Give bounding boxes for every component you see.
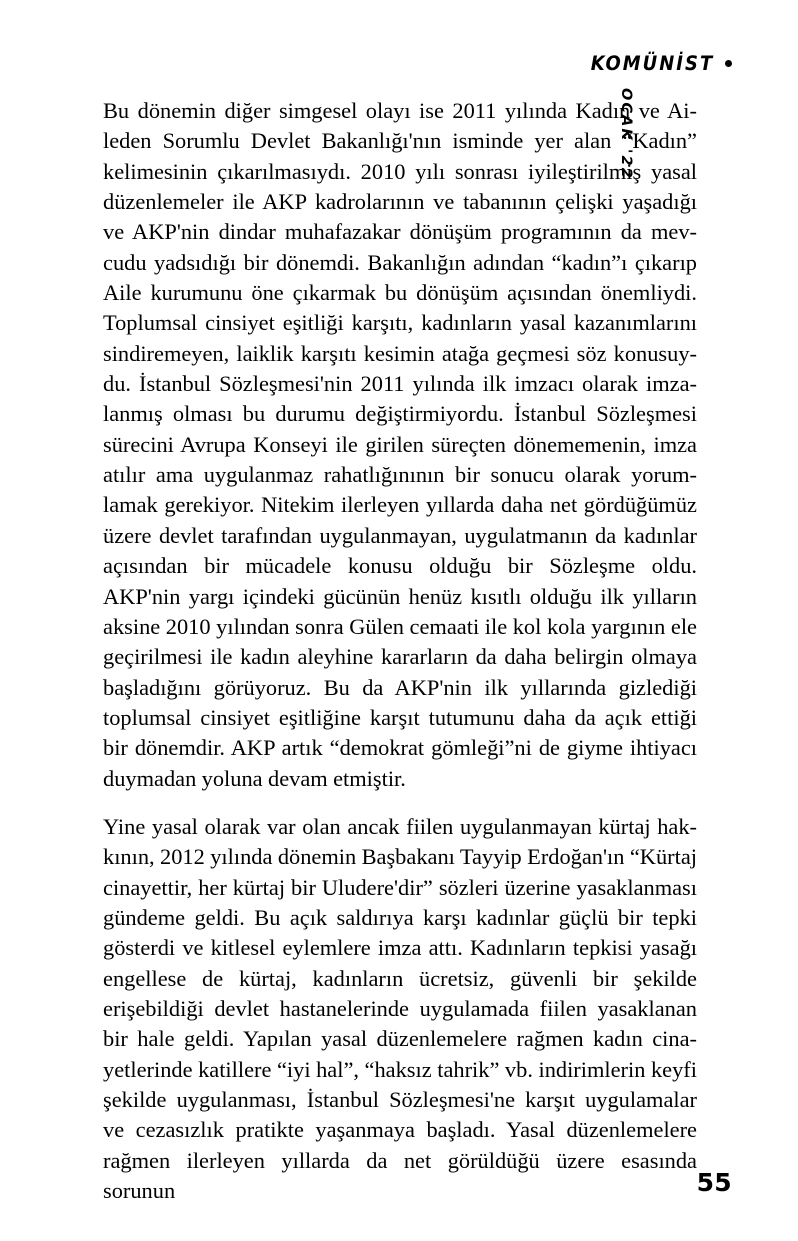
paragraph: Bu dönemin diğer simgesel olayı ise 2011 yılında Kadın ve Aileden Sorumlu Devlet Bakanlığı'nın isminde yer alan “Kadın” kelimesinin çıkarılmasıydı. 2010 yılı sonrası iyileştirilmiş yasal düzenlemeler ile AKP kadrolarının ve tabanının çelişki yaşadığı ve AKP'nin dindar muhafazakar dönüşüm programının da mevcudu yadsıdığı bir dönemdi. Bakanlığın adından “kadın”ı çıkarıp Aile kurumunu öne çıkarmak bu dönüşüm açısından önemliydi. Toplumsal cinsiyet eşitliği karşıtı, kadınların yasal kazanımlarını sindiremeyen, laiklik karşıtı kesimin atağa geçmesi söz konusuydu. İstanbul Sözleşmesi'nin 2011 yılında ilk imzacı olarak imzalanmış olması bu durumu değiştirmiyordu. İstanbul Sözleşmesi sürecini Avrupa Konseyi ile girilen süreçten dönememenin, imza atılır ama uygulanmaz rahatlığınının bir sonucu olarak yorumlamak gerekiyor. Nitekim ilerleyen yıllarda daha net gördüğümüz üzere devlet tarafından uygulanmayan, uygulatmanın da kadınlar açısından bir mücadele konusu olduğu bir Sözleşme oldu. AKP'nin yargı içindeki gücünün henüz kısıtlı olduğu ilk yılların aksine 2010 yılından sonra Gülen cemaati ile kol kola yargının ele geçirilmesi ile kadın aleyhine kararların da daha belirgin olmaya başladığını görüyoruz. Bu da AKP'nin ilk yıllarında gizlediği toplumsal cinsiyet eşitliğine karşıt tutumunu daha da açık ettiği bir dönemdir. AKP artık “demokrat gömleği”ni de giyme ihtiyacı duymadan yoluna devam etmiştir. bbox=[103, 98, 697, 791]
running-head bbox=[580, 54, 732, 74]
paragraph: Yine yasal olarak var olan ancak fiilen uygulanmayan kürtaj hakkının, 2012 yılında dönemin Başbakanı Tayyip Erdoğan'ın “Kürtaj cinayettir, her kürtaj bir Uludere'dir” sözleri üzerine yasaklanması gündeme geldi. Bu açık saldırıya karşı kadınlar güçlü bir tepki gösterdi ve kitlesel eylemlere imza attı. Kadınların tepkisi yasağı engellese de kürtaj, kadınların ücretsiz, güvenli bir şekilde erişebildiği devlet hastanelerinde uygulamada fiilen yasaklanan bir hale geldi. Yapılan yasal düzenlemelere rağmen kadın cinayetlerinde katillere “iyi hal”, “haksız tahrik” vb. indirimlerin keyfi şekilde uygulanması, İstanbul Sözleşmesi'ne karşıt uygulamalar ve cezasızlık pratikte yaşanmaya başladı. Yasal düzenlemelere rağmen ilerleyen yıllarda da net görüldüğü üzere esasında sorunun bbox=[103, 813, 697, 1204]
bullet-dot-icon bbox=[725, 60, 732, 67]
page-number: 55 bbox=[696, 1168, 732, 1197]
running-head-date: OCAK '22 bbox=[618, 88, 634, 180]
body-text-block bbox=[103, 96, 697, 1206]
running-head-title: KOMÜNİST bbox=[590, 52, 714, 75]
